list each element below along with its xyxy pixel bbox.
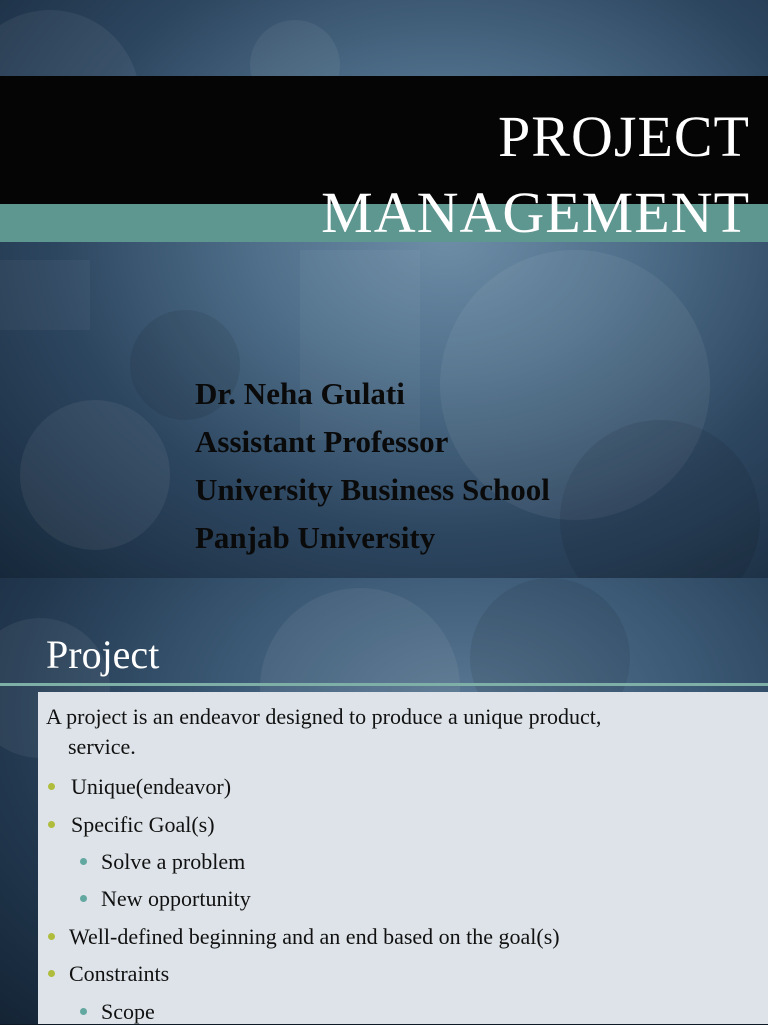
author-name: Dr. Neha Gulati <box>195 376 405 411</box>
list-item <box>80 886 251 912</box>
list-item-text: Specific Goal(s) <box>71 812 215 837</box>
decorative-circle <box>20 400 170 550</box>
intro-line-2: service. <box>68 734 136 759</box>
list-item <box>48 961 169 987</box>
bullet-icon <box>80 1008 87 1015</box>
intro-line-1: A project is an endeavor designed to produce a unique product, <box>46 704 602 729</box>
slide-title: Project <box>46 632 160 677</box>
author-institution: Panjab University <box>195 520 436 555</box>
list-item-text: Scope <box>101 999 155 1024</box>
list-item-text: Solve a problem <box>101 849 246 874</box>
bullet-icon <box>80 895 87 902</box>
list-item-text: Well-defined beginning and an end based on the goal(s) <box>69 924 560 949</box>
list-item <box>80 849 245 875</box>
content-panel <box>38 692 768 1024</box>
bullet-icon <box>48 970 55 977</box>
list-item <box>48 924 560 950</box>
intro-paragraph <box>46 702 758 762</box>
title-rule <box>0 683 768 686</box>
list-item <box>48 812 215 838</box>
author-block <box>195 370 550 562</box>
bullet-icon <box>48 933 55 940</box>
slide-title-line-2: MANAGEMENT <box>321 180 750 245</box>
list-item-text: New opportunity <box>101 886 251 911</box>
list-item-text: Unique(endeavor) <box>71 774 232 799</box>
decorative-block <box>0 260 90 330</box>
slide-title-line-1: PROJECT <box>498 104 750 169</box>
bullet-icon <box>80 858 87 865</box>
author-department: University Business School <box>195 472 550 507</box>
list-item <box>48 774 231 800</box>
author-position: Assistant Professor <box>195 424 449 459</box>
bullet-icon <box>48 783 55 790</box>
bullet-icon <box>48 821 55 828</box>
list-item <box>80 999 155 1025</box>
list-item-text: Constraints <box>69 961 170 986</box>
